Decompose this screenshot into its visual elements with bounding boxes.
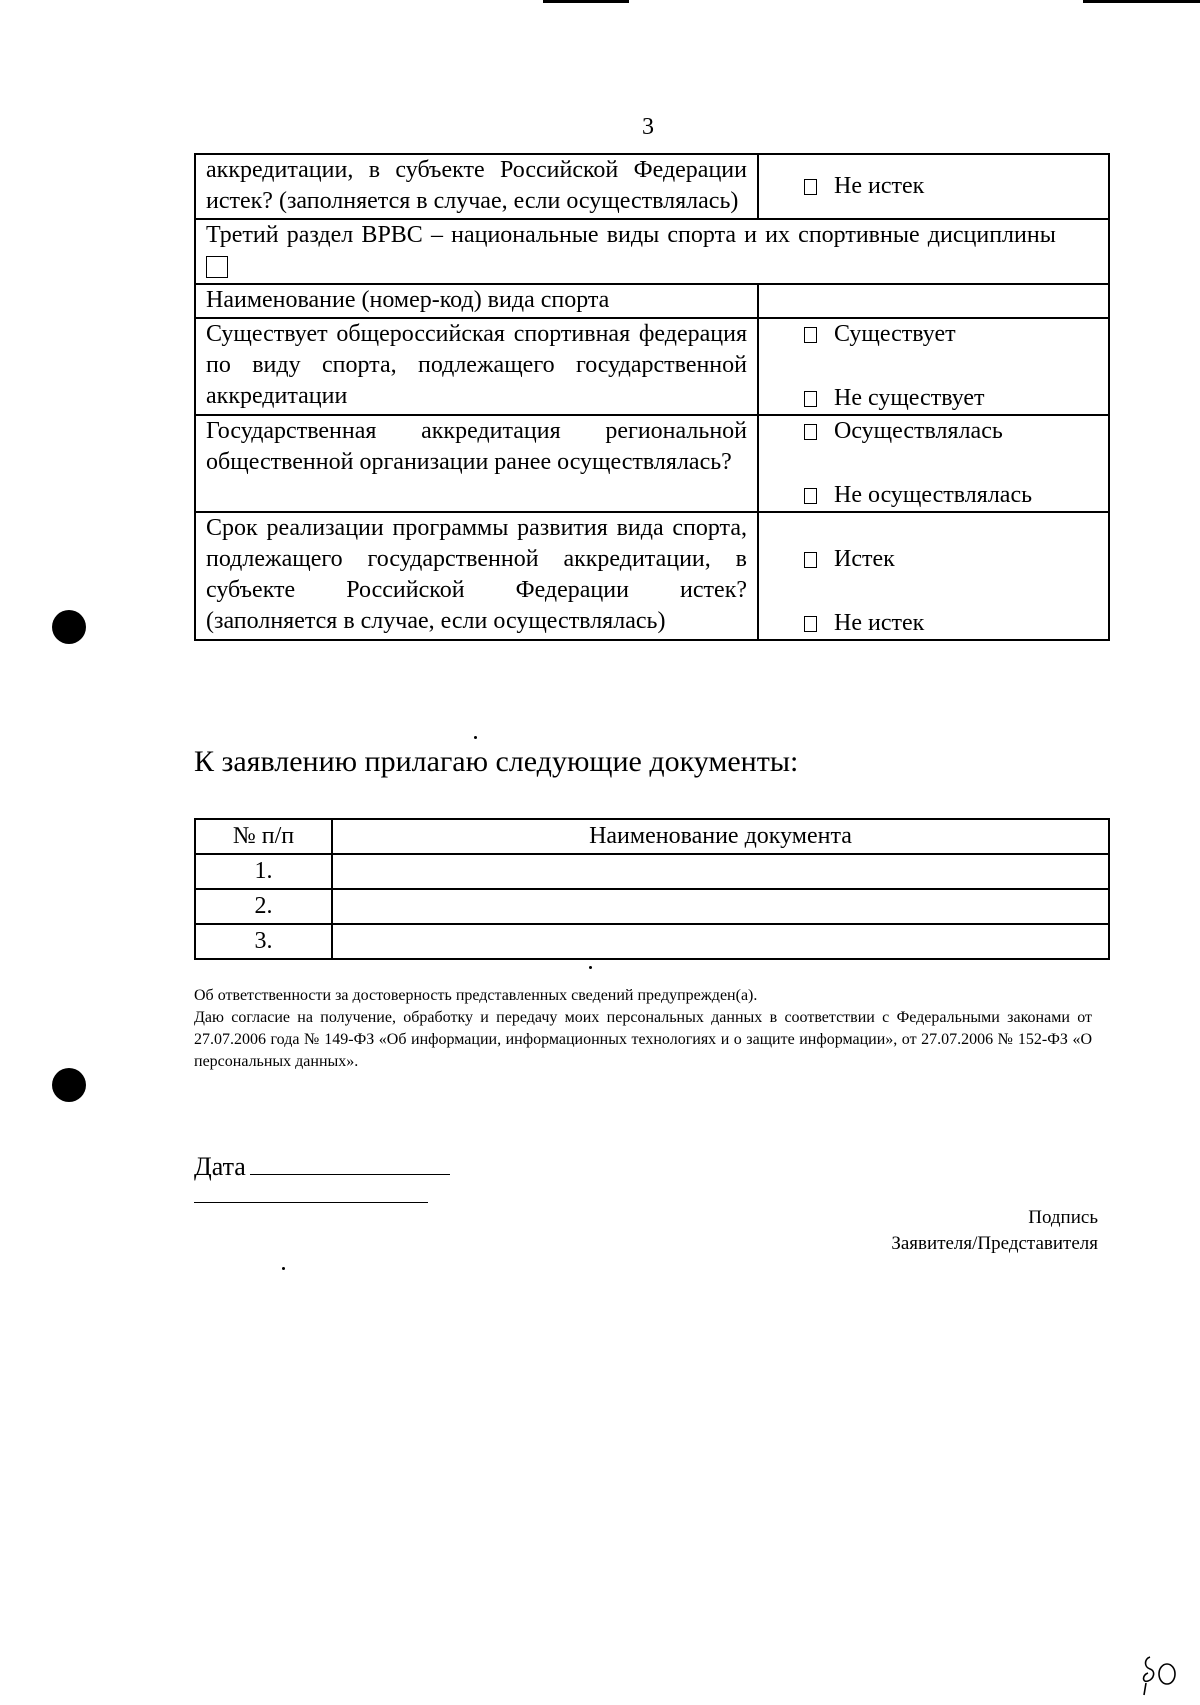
- row-number: 1.: [195, 854, 332, 889]
- question-text: Срок реализации программы развития вида спорта, подлежащего государственной аккредитации, в субъекте Российской Федерации истек? (заполняется в случае, если осуществлялась): [206, 515, 747, 634]
- option-label: Не истек: [834, 173, 925, 199]
- option-label: Существует: [834, 321, 956, 347]
- option-label: Истек: [834, 546, 895, 572]
- option-checkbox[interactable]: [804, 544, 1098, 575]
- checkbox-icon[interactable]: [804, 616, 817, 632]
- question-cell: [195, 284, 758, 318]
- section-row: [195, 219, 1109, 284]
- option-checkbox[interactable]: [804, 319, 1098, 350]
- question-text: Государственная аккредитация региональной общественной организации ранее осуществлялась?: [206, 418, 747, 475]
- answer-cell: [758, 154, 1109, 219]
- section-title-cell: [195, 219, 1109, 284]
- answer-cell[interactable]: [758, 284, 1109, 318]
- scan-speck: [589, 966, 592, 969]
- question-cell: [195, 318, 758, 415]
- answer-cell: [758, 415, 1109, 512]
- table-header-row: [195, 819, 1109, 854]
- notice-block: [194, 985, 1092, 1073]
- checkbox-icon[interactable]: [804, 552, 817, 568]
- checkbox-icon[interactable]: [804, 488, 817, 504]
- section-title: Третий раздел ВРВС – национальные виды спорта и их спортивные дисциплины: [206, 222, 1056, 248]
- option-checkbox[interactable]: [804, 480, 1098, 511]
- scan-artifact: [543, 0, 629, 3]
- consent-text: Даю согласие на получение, обработку и передачу моих персональных данных в соответствии с Федеральными законами от 27.07.2006 года № 149-ФЗ «Об информации, информационных технологиях и о защите информации», от 27.07.2006 № 152-ФЗ «О персональных данных».: [194, 1009, 1092, 1070]
- accreditation-table: [194, 153, 1110, 641]
- table-row: [195, 889, 1109, 924]
- table-row: [195, 924, 1109, 959]
- checkbox-icon[interactable]: [804, 327, 817, 343]
- documents-table: [194, 818, 1110, 960]
- punch-hole: [52, 1068, 86, 1102]
- scan-speck: [282, 1267, 285, 1270]
- signature-label: Подпись: [1028, 1207, 1098, 1228]
- date-input-line[interactable]: [250, 1150, 450, 1175]
- table-row: [195, 284, 1109, 318]
- answer-cell: [758, 512, 1109, 640]
- checkbox-icon[interactable]: [804, 424, 817, 440]
- handwritten-page-mark: [1140, 1653, 1180, 1697]
- question-text: Существует общероссийская спортивная федерация по виду спорта, подлежащего государственной аккредитации: [206, 321, 747, 409]
- signature-role-label: Заявителя/Представителя: [891, 1233, 1098, 1254]
- answer-cell: [758, 318, 1109, 415]
- signature-input-line[interactable]: [194, 1202, 428, 1203]
- document-name-cell[interactable]: [332, 924, 1109, 959]
- page-number: 3: [642, 114, 654, 140]
- option-checkbox[interactable]: [804, 383, 1098, 414]
- option-label: Не осуществлялась: [834, 482, 1033, 508]
- question-cell: [195, 512, 758, 640]
- table-row: [195, 318, 1109, 415]
- checkbox-icon[interactable]: [804, 179, 817, 195]
- document-name-cell[interactable]: [332, 854, 1109, 889]
- question-text: аккредитации, в субъекте Российской Федерации истек? (заполняется в случае, если осуществлялась): [206, 157, 747, 214]
- signature-caption: [891, 1205, 1098, 1257]
- table-row: [195, 154, 1109, 219]
- row-number: 2.: [195, 889, 332, 924]
- option-checkbox[interactable]: [804, 416, 1098, 447]
- option-label: Осуществлялась: [834, 418, 1003, 444]
- option-checkbox[interactable]: [804, 608, 1098, 639]
- checkbox-icon[interactable]: [804, 391, 817, 407]
- option-label: Не существует: [834, 385, 985, 411]
- column-header: Наименование документа: [332, 819, 1109, 854]
- option-label: Не истек: [834, 610, 925, 636]
- option-checkbox[interactable]: [804, 171, 1098, 202]
- table-row: [195, 512, 1109, 640]
- scan-speck: [474, 736, 477, 739]
- scan-artifact: [1083, 0, 1200, 3]
- responsibility-text: Об ответственности за достоверность представленных сведений предупрежден(а).: [194, 987, 758, 1004]
- date-label: Дата: [194, 1152, 246, 1181]
- table-row: [195, 415, 1109, 512]
- date-field: [194, 1150, 450, 1182]
- table-row: [195, 854, 1109, 889]
- column-header: № п/п: [195, 819, 332, 854]
- attachments-heading: К заявлению прилагаю следующие документы:: [194, 745, 799, 778]
- punch-hole: [52, 610, 86, 644]
- document-name-cell[interactable]: [332, 889, 1109, 924]
- question-cell: [195, 415, 758, 512]
- row-number: 3.: [195, 924, 332, 959]
- question-cell: [195, 154, 758, 219]
- question-text: Наименование (номер-код) вида спорта: [206, 287, 610, 313]
- checkbox-icon[interactable]: [206, 256, 228, 278]
